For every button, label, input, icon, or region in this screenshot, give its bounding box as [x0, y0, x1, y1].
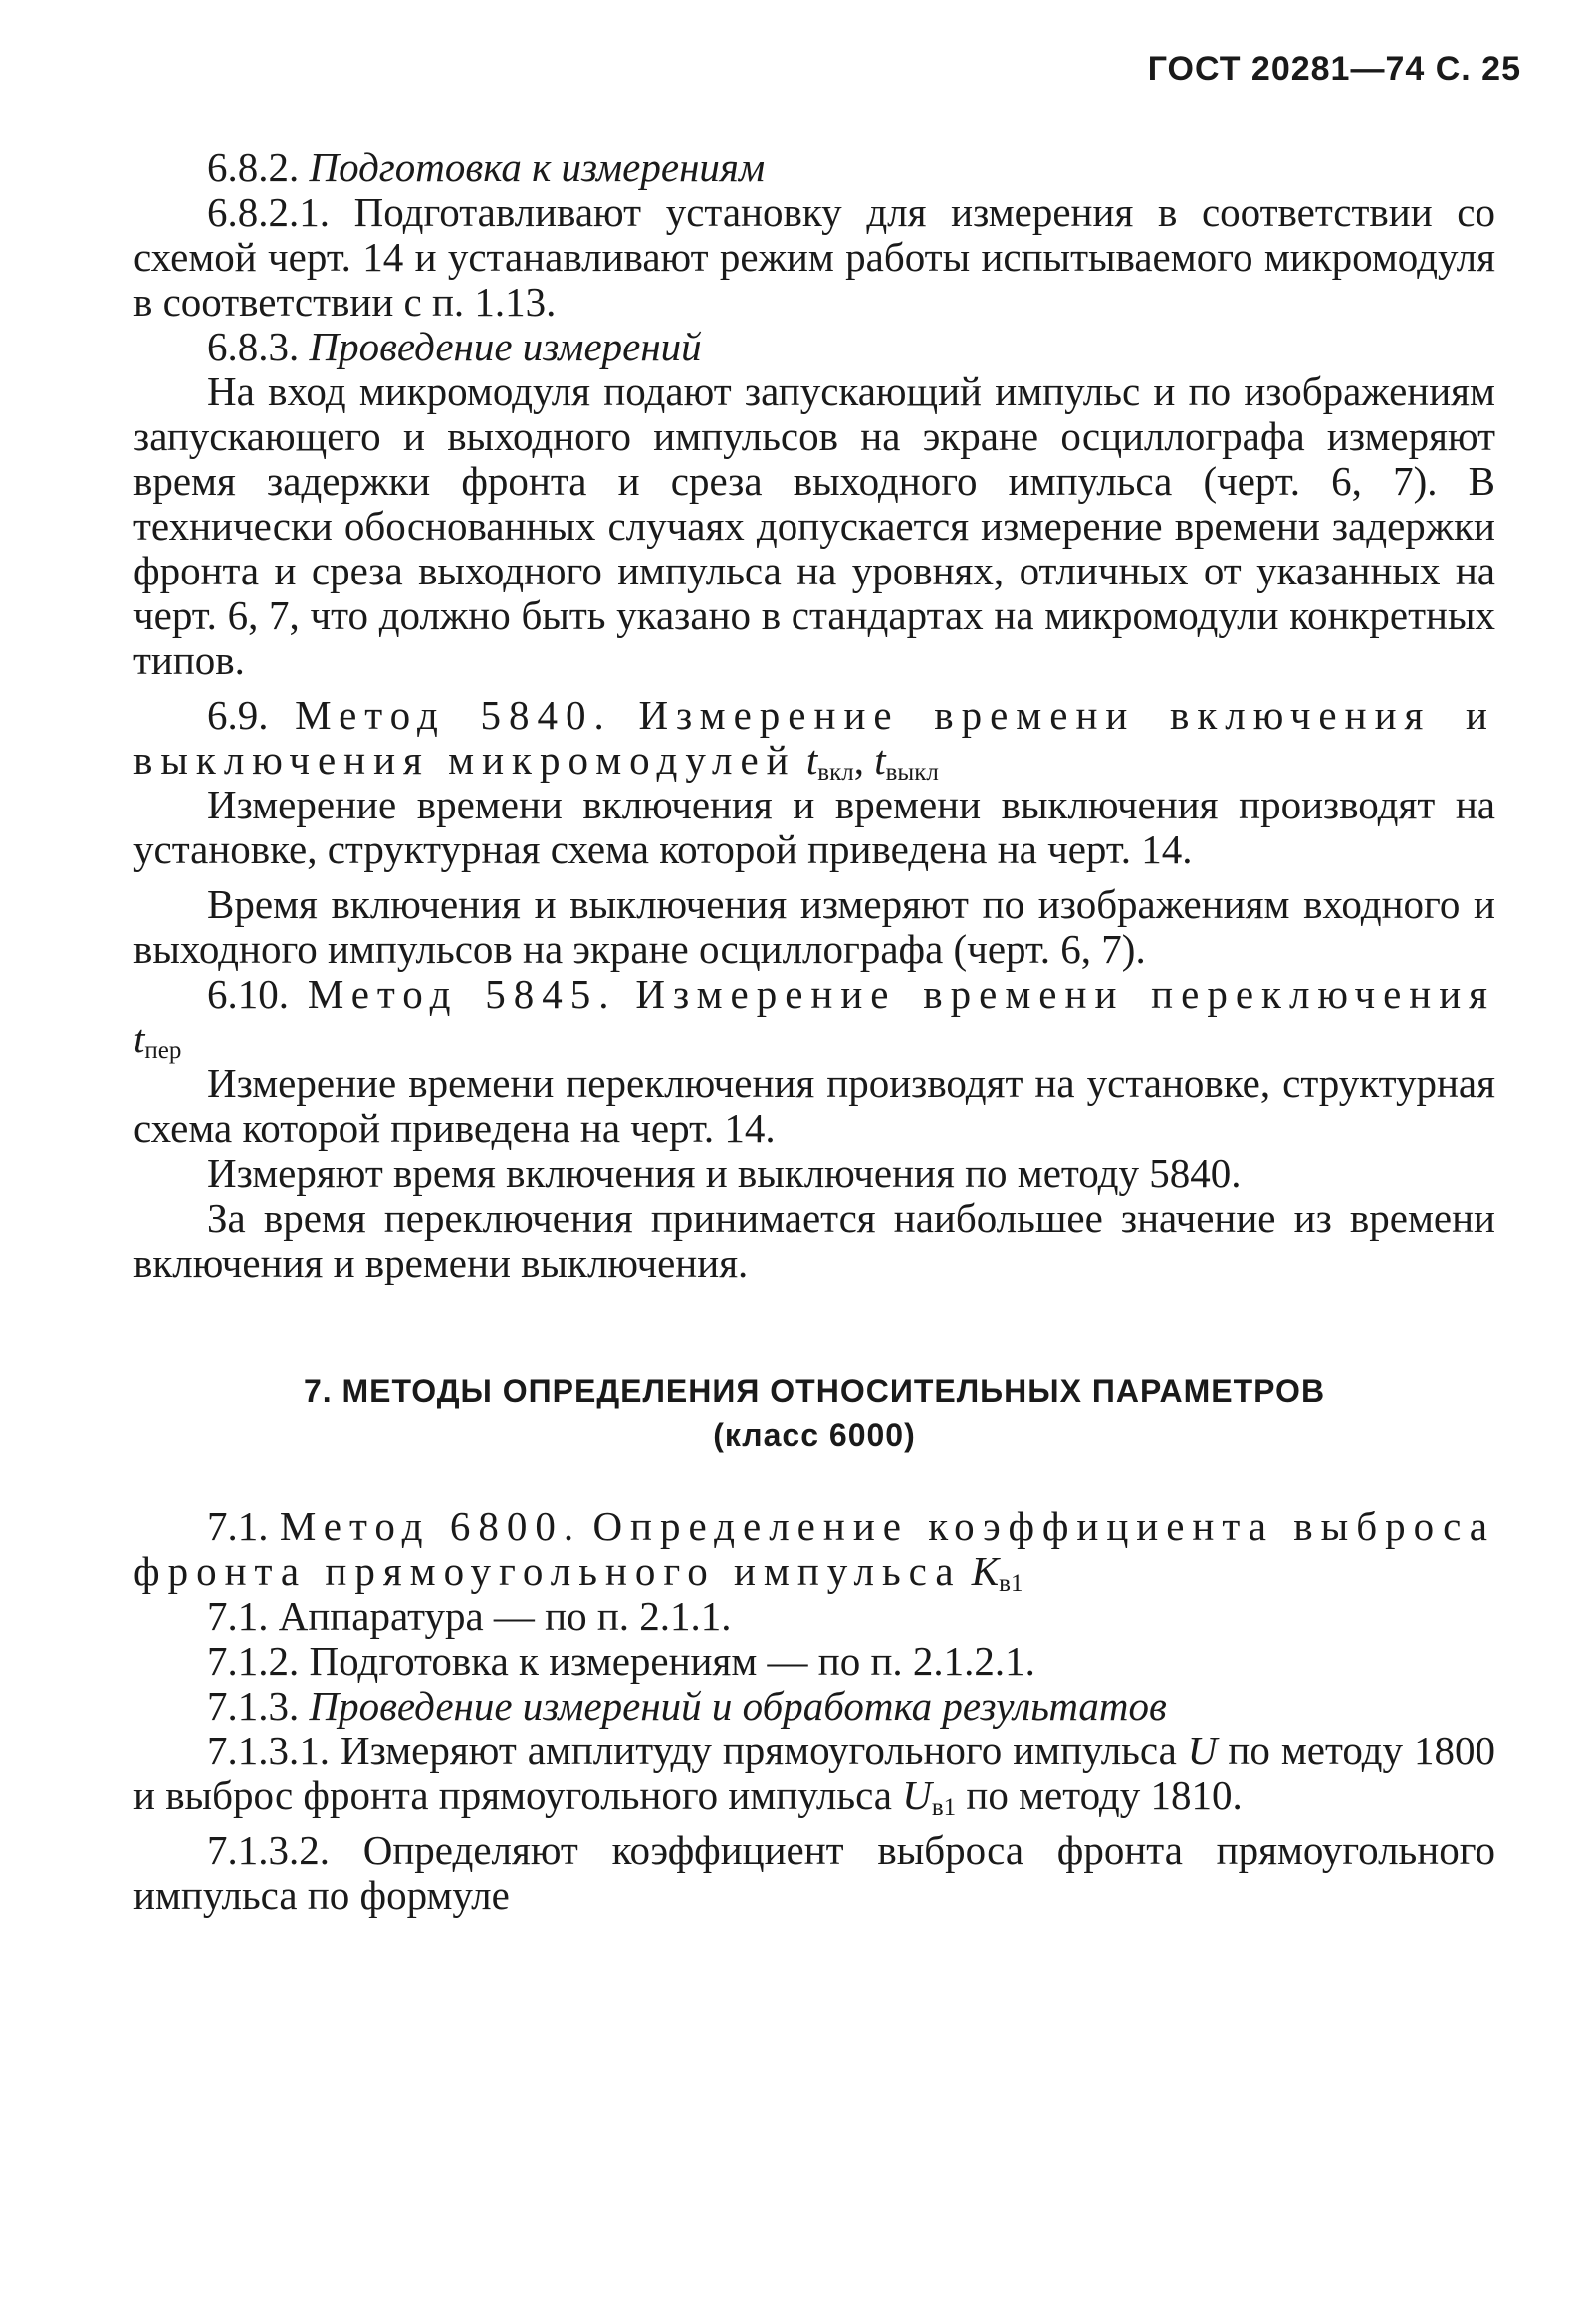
clause-7-1-3	[133, 1684, 1495, 1729]
symbol: K	[971, 1548, 1000, 1594]
clause-title: Измерение времени переключения	[635, 971, 1496, 1017]
paragraph-6-9-1: Измерение времени включения и времени выключения производят на установке, структурная схема которой приведена на черт. 14.	[133, 782, 1495, 872]
separator: ,	[853, 737, 864, 783]
clause-number: 7.1.3.	[207, 1683, 300, 1729]
clause-title: Проведение измерений и обработка результатов	[309, 1683, 1167, 1729]
paragraph-6-10-3: За время переключения принимается наибольшее значение из времени включения и времени выключения.	[133, 1195, 1495, 1285]
clause-text: по методу 1810.	[966, 1772, 1243, 1818]
section-7-title: 7. МЕТОДЫ ОПРЕДЕЛЕНИЯ ОТНОСИТЕЛЬНЫХ ПАРАМЕТРОВ	[303, 1373, 1326, 1409]
clause-number: 6.10.	[207, 971, 289, 1017]
method-label: Метод 5845.	[307, 971, 617, 1017]
running-header: ГОСТ 20281—74 С. 25	[1147, 50, 1521, 88]
section-7-subtitle: (класс 6000)	[713, 1417, 916, 1453]
paragraph-6-8-3-text: На вход микромодуля подают запускающий импульс и по изображениям запускающего и выходного импульсов на экране осциллографа измеряют время задержки фронта и среза выходного импульса (черт. 6, 7). В технически обоснованных случаях допускается измерение времени задержки фронта и среза выходного импульса на уровнях, отличных от указанных на черт. 6, 7, что должно быть указано в стандартах на микромодули конкретных типов.	[133, 368, 1495, 683]
clause-number: 6.9.	[207, 692, 269, 738]
symbol-subscript: в1	[931, 1794, 957, 1821]
clause-number: 6.8.3.	[207, 324, 300, 369]
symbol: t	[133, 1016, 145, 1061]
clause-6-10	[133, 971, 1496, 1064]
symbol: U	[1187, 1728, 1218, 1773]
clause-7-1-2: 7.1.2. Подготовка к измерениям — по п. 2.1.2.1.	[207, 1638, 1035, 1684]
clause-6-8-2	[133, 145, 1495, 190]
clause-title: Проведение измерений	[309, 324, 702, 369]
symbol-subscript: выкл	[885, 759, 939, 786]
clause-7-1	[133, 1504, 1495, 1597]
symbol-subscript: пер	[144, 1038, 182, 1064]
clause-title: Подготовка к измерениям	[309, 144, 766, 190]
symbol-subscript: в1	[999, 1570, 1023, 1597]
clause-6-8-3	[133, 325, 1495, 369]
method-label: Метод 6800.	[279, 1504, 582, 1549]
clause-number: 6.8.2.	[207, 144, 300, 190]
clause-text: Подготавливают установку для измерения в соответствии со схемой черт. 14 и устанавливают режим работы испытываемого микромодуля в соответствии с п. 1.13.	[133, 189, 1495, 325]
clause-number: 6.8.2.1.	[207, 189, 330, 235]
clause-7-1-3-2: 7.1.3.2. Определяют коэффициент выброса фронта прямоугольного импульса по формуле	[133, 1827, 1495, 1918]
clause-text: по методу 1800 и выброс фронта прямоугольного импульса	[133, 1728, 1496, 1818]
clause-title: Определение коэффициента выброса фронта прямоугольного импульса	[133, 1504, 1495, 1594]
method-label: Метод 5840.	[295, 692, 612, 738]
symbol-subscript: вкл	[817, 759, 854, 786]
document-body	[133, 145, 1495, 1918]
clause-7-1-3-1	[133, 1728, 1496, 1821]
clause-6-8-2-1	[133, 190, 1495, 325]
clause-text: Измеряют амплитуду прямоугольного импульса	[341, 1728, 1177, 1773]
clause-6-9	[133, 692, 1495, 786]
clause-7-1-apparatus: 7.1. Аппаратура — по п. 2.1.1.	[207, 1593, 732, 1639]
symbol: t	[805, 737, 818, 783]
paragraph-6-10-2: Измеряют время включения и выключения по методу 5840.	[207, 1150, 1242, 1196]
symbol: U	[902, 1772, 932, 1818]
symbol: t	[874, 737, 886, 783]
clause-title: Измерение времени включения и выключения микромодулей	[133, 692, 1495, 783]
paragraph-6-10-1: Измерение времени переключения производят на установке, структурная схема которой приведена на черт. 14.	[133, 1060, 1495, 1151]
paragraph-6-9-2: Время включения и выключения измеряют по изображениям входного и выходного импульсов на экране осциллографа (черт. 6, 7).	[133, 881, 1495, 972]
clause-number: 7.1.3.1.	[207, 1728, 330, 1773]
clause-number: 7.1.	[207, 1504, 269, 1549]
